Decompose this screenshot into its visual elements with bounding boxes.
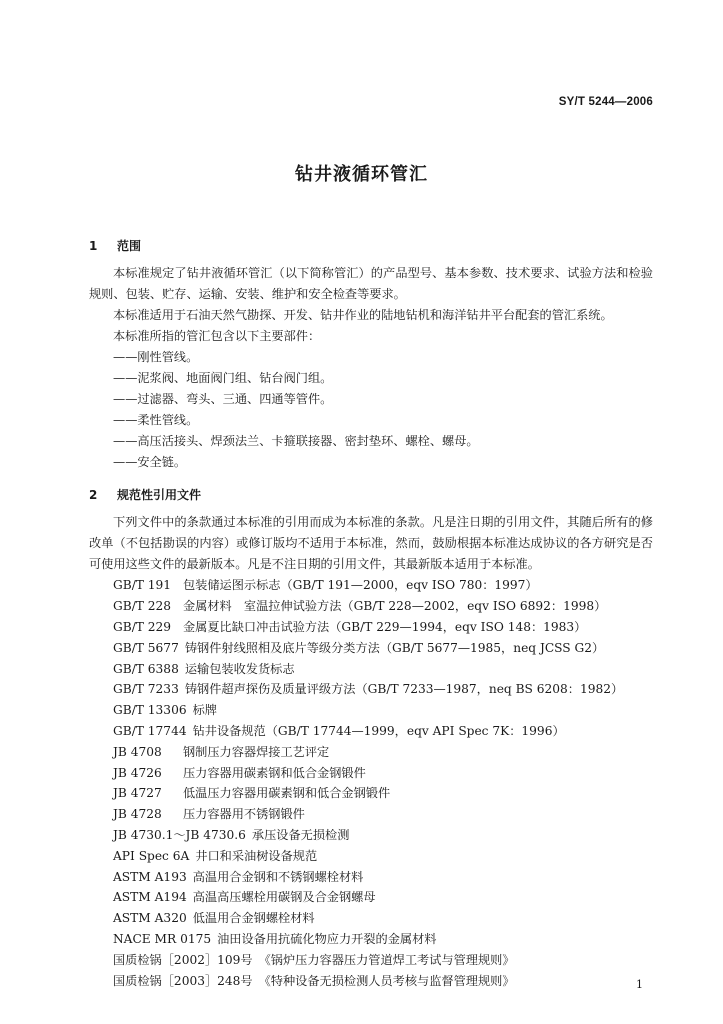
reference-title: 压力容器用碳素钢和低合金钢锻件 <box>183 765 366 780</box>
reference-title: 《锅炉压力容器压力管道焊工考试与管理规则》 <box>258 952 515 967</box>
reference-title: 金属材料 室温拉伸试验方法（GB/T 228—2002，eqv ISO 6892：1998） <box>183 599 607 614</box>
reference-item <box>89 950 653 971</box>
reference-code: GB/T 13306 <box>113 703 187 718</box>
reference-code: JB 4728 <box>113 807 162 822</box>
reference-title: 钻井设备规范（GB/T 17744—1999，eqv API Spec 7K：1996） <box>192 723 565 738</box>
reference-code: JB 4727 <box>113 786 162 801</box>
reference-title: 承压设备无损检测 <box>251 827 350 842</box>
reference-title: 铸钢件超声探伤及质量评级方法（GB/T 7233—1987，neq BS 6208：1982） <box>184 682 624 697</box>
references-paragraph: 下列文件中的条款通过本标准的引用而成为本标准的条款。凡是注日期的引用文件，其随后所有的修改单（不包括勘误的内容）或修订版均不适用于本标准，然而，鼓励根据本标准达成协议的各方研究是否可使用这些文件的最新版本。凡是不注日期的引用文件，其最新版本适用于本标准。 <box>89 515 653 572</box>
reference-title: 运输包装收发货标志 <box>184 661 295 676</box>
reference-item <box>89 721 653 742</box>
reference-title: 低温用合金钢螺栓材料 <box>192 911 315 926</box>
reference-title: 低温压力容器用碳素钢和低合金钢锻件 <box>183 786 391 801</box>
reference-item <box>89 638 653 659</box>
reference-item <box>89 887 653 908</box>
reference-code: GB/T 6388 <box>113 661 179 676</box>
reference-title: 标牌 <box>192 703 217 718</box>
section-title: 范围 <box>117 239 142 253</box>
scope-components-intro: 本标准所指的管汇包含以下主要部件： <box>113 329 321 344</box>
scope-applicability: 本标准适用于石油天然气勘探、开发、钻井作业的陆地钻机和海洋钻井平台配套的管汇系统。 <box>113 308 613 322</box>
page-number: 1 <box>636 978 643 991</box>
reference-item <box>89 679 653 700</box>
reference-title: 金属夏比缺口冲击试验方法（GB/T 229—1994，eqv ISO 148：1983） <box>183 620 587 634</box>
reference-item <box>89 804 653 825</box>
section-title: 规范性引用文件 <box>117 488 202 503</box>
scope-list-item: ——高压活接头、焊颈法兰、卡箍联接器、密封垫环、螺栓、螺母。 <box>113 434 479 449</box>
reference-code: ASTM A320 <box>113 911 187 926</box>
scope-list-item: ——过滤器、弯头、三通、四通等管件。 <box>113 392 333 407</box>
reference-title: 铸钢件射线照相及底片等级分类方法（GB/T 5677—1985，neq JCSS G2） <box>184 640 605 655</box>
reference-item <box>89 659 653 680</box>
reference-item <box>89 783 653 804</box>
section-heading-scope <box>89 235 653 257</box>
normative-reference-list <box>89 575 653 991</box>
scope-list-item: ——泥浆阀、地面阀门组、钻台阀门组。 <box>113 371 333 386</box>
reference-code: ASTM A193 <box>113 869 187 884</box>
reference-title: 钢制压力容器焊接工艺评定 <box>183 744 330 759</box>
reference-item <box>89 596 653 617</box>
reference-code: API Spec 6A <box>113 848 190 863</box>
reference-item <box>89 575 653 596</box>
reference-code: GB/T 229 <box>113 620 172 634</box>
reference-title: 高温高压螺栓用碳钢及合金钢螺母 <box>192 890 376 905</box>
reference-code: JB 4730.1～JB 4730.6 <box>113 827 246 842</box>
reference-item <box>89 617 653 638</box>
reference-code: JB 4708 <box>113 744 162 759</box>
section-heading-references <box>89 484 653 506</box>
reference-item <box>89 929 653 950</box>
reference-item <box>89 825 653 846</box>
reference-code: GB/T 7233 <box>113 682 179 697</box>
reference-item <box>89 700 653 721</box>
reference-item <box>89 763 653 784</box>
scope-paragraph: 本标准规定了钻井液循环管汇（以下简称管汇）的产品型号、基本参数、技术要求、试验方法和检验规则、包装、贮存、运输、安装、维护和安全检查等要求。 <box>89 266 653 301</box>
reference-code: GB/T 17744 <box>113 723 187 738</box>
scope-list-item: ——刚性管线。 <box>113 350 199 365</box>
reference-code: NACE MR 0175 <box>113 931 212 946</box>
scope-list-item: ——柔性管线。 <box>113 413 199 428</box>
reference-code: JB 4726 <box>113 765 162 780</box>
reference-code: 国质检锅［2002］109号 <box>113 952 253 967</box>
reference-item <box>89 846 653 867</box>
reference-code: GB/T 5677 <box>113 640 179 655</box>
reference-title: 压力容器用不锈钢锻件 <box>183 807 305 822</box>
document-title: 钻井液循环管汇 <box>295 164 428 185</box>
document-body <box>89 232 653 991</box>
reference-item <box>89 867 653 888</box>
reference-item <box>89 742 653 763</box>
reference-item <box>89 971 653 992</box>
reference-title: 《特种设备无损检测人员考核与监督管理规则》 <box>258 973 515 988</box>
section-number: 1 <box>89 239 98 253</box>
reference-title: 井口和采油树设备规范 <box>195 848 318 863</box>
scope-component-list <box>89 347 653 473</box>
standard-code: SY/T 5244—2006 <box>558 96 653 108</box>
reference-item <box>89 908 653 929</box>
reference-code: GB/T 228 <box>113 599 172 614</box>
reference-code: GB/T 191 <box>113 578 172 593</box>
section-number: 2 <box>89 488 98 503</box>
scope-list-item: ——安全链。 <box>113 455 187 470</box>
reference-title: 包装储运图示标志（GB/T 191—2000，eqv ISO 780：1997） <box>183 578 538 593</box>
reference-title: 高温用合金钢和不锈钢螺栓材料 <box>192 869 364 884</box>
reference-title: 油田设备用抗硫化物应力开裂的金属材料 <box>217 931 437 946</box>
reference-code: ASTM A194 <box>113 890 187 905</box>
reference-code: 国质检锅［2003］248号 <box>113 973 253 988</box>
